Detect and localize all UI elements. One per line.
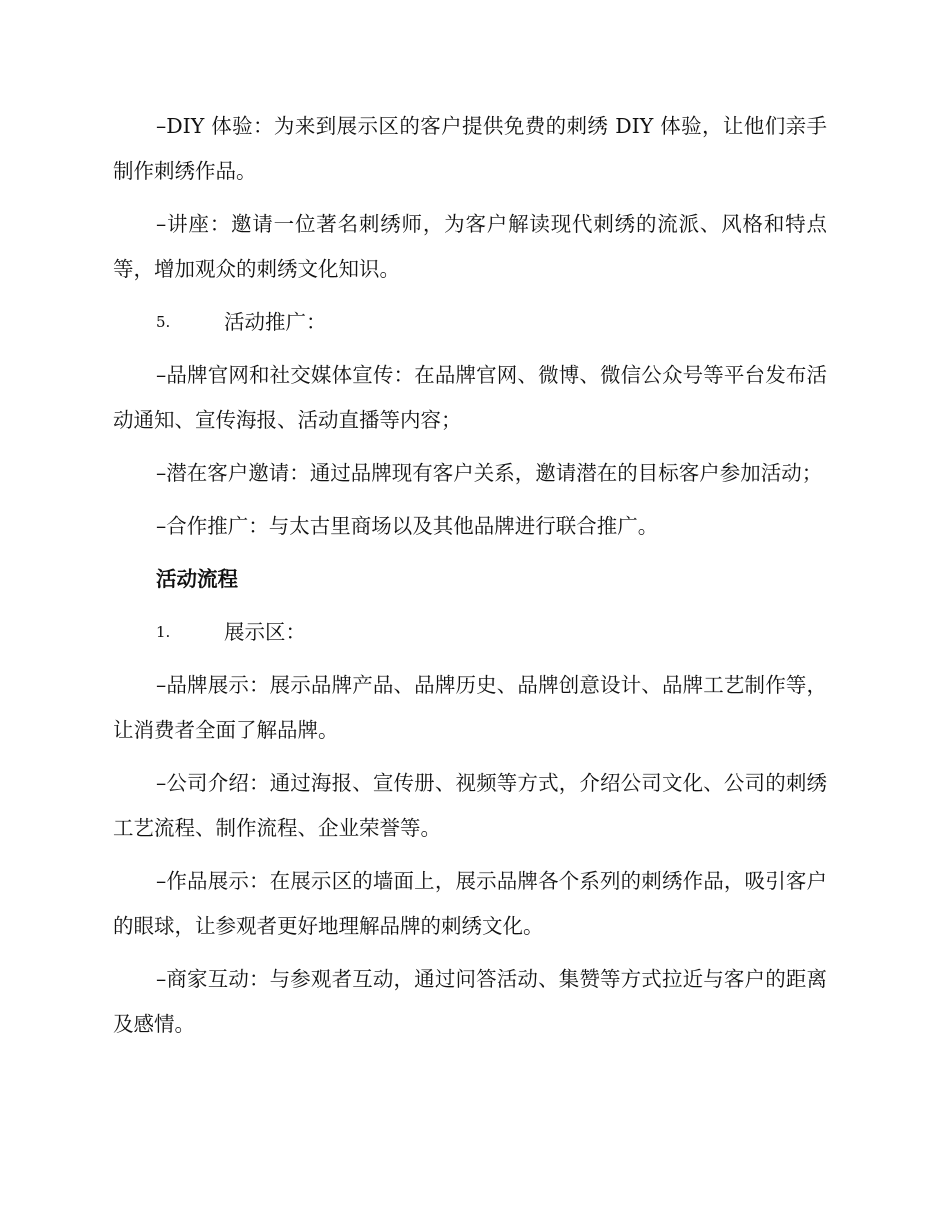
document-body: [113, 104, 827, 1055]
list-label: 活动推广：: [224, 310, 327, 334]
paragraph-cooperation: –合作推广：与太古里商场以及其他品牌进行联合推广。: [156, 514, 659, 538]
section-heading: 活动流程: [156, 567, 238, 591]
list-number: 5.: [156, 313, 171, 331]
numbered-item-showcase: [113, 610, 827, 655]
list-label: 展示区：: [224, 620, 306, 644]
paragraph-brand-display: –品牌展示：展示品牌产品、品牌历史、品牌创意设计、品牌工艺制作等，让消费者全面了解品牌。: [113, 673, 827, 742]
paragraph-potential-clients: –潜在客户邀请：通过品牌现有客户关系，邀请潜在的目标客户参加活动；: [156, 461, 823, 485]
paragraph-merchant-interaction: –商家互动：与参观者互动，通过问答活动、集赞等方式拉近与客户的距离及感情。: [113, 967, 827, 1036]
paragraph-diy-experience: –DIY 体验：为来到展示区的客户提供免费的刺绣 DIY 体验，让他们亲手制作刺绣作品。: [113, 114, 827, 183]
numbered-item-promotion: [113, 300, 827, 345]
paragraph-website-social: –品牌官网和社交媒体宣传：在品牌官网、微博、微信公众号等平台发布活动通知、宣传海报、活动直播等内容；: [113, 363, 827, 432]
list-number: 1.: [156, 623, 171, 641]
paragraph-lecture: –讲座：邀请一位著名刺绣师，为客户解读现代刺绣的流派、风格和特点等，增加观众的刺绣文化知识。: [113, 212, 827, 281]
paragraph-works-display: –作品展示：在展示区的墙面上，展示品牌各个系列的刺绣作品，吸引客户的眼球，让参观者更好地理解品牌的刺绣文化。: [113, 869, 827, 938]
paragraph-company-intro: –公司介绍：通过海报、宣传册、视频等方式，介绍公司文化、公司的刺绣工艺流程、制作流程、企业荣誉等。: [113, 771, 827, 840]
